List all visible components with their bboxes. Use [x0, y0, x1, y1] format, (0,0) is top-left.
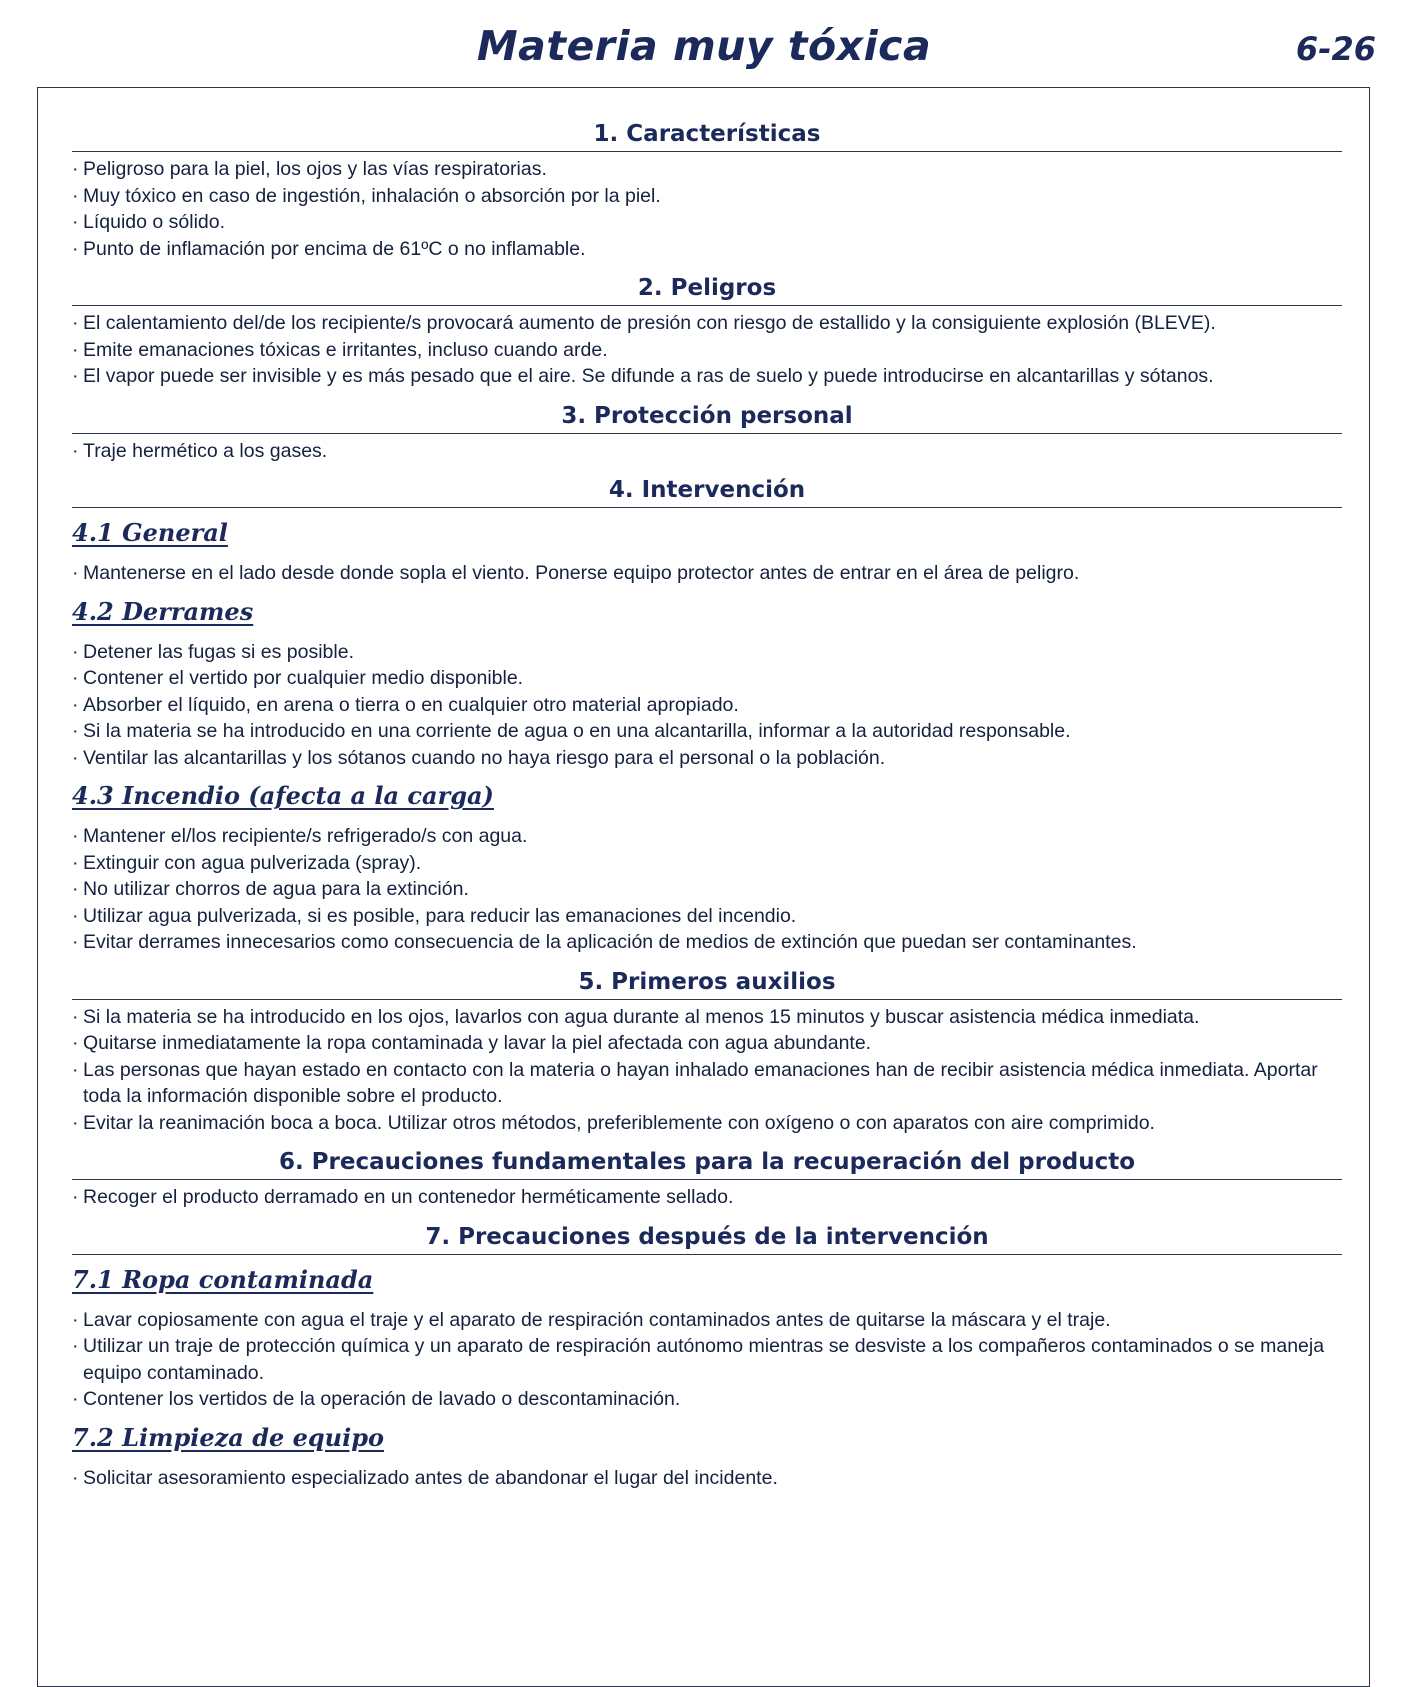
- subsection-title-incendio: 4.3 Incendio (afecta a la carga): [72, 781, 494, 810]
- list-item: · Si la materia se ha introducido en una corriente de agua o en una alcantarilla, informar a la autoridad responsable.: [72, 718, 1342, 745]
- list-primeros-auxilios: [72, 1004, 1342, 1137]
- page-header: [0, 22, 1408, 82]
- list-item: · Detener las fugas si es posible.: [72, 639, 1342, 666]
- subsection-title-ropa-contaminada: 7.1 Ropa contaminada: [72, 1264, 374, 1294]
- section-title-peligros: 2. Peligros: [72, 274, 1342, 306]
- list-derrames: [72, 639, 1342, 772]
- section-title-precauciones-despues: 7. Precauciones después de la intervención: [72, 1223, 1342, 1255]
- section-title-intervencion: 4. Intervención: [72, 476, 1342, 508]
- list-item: · Mantenerse en el lado desde donde sopla el viento. Ponerse equipo protector antes de entrar en el área de peligro.: [72, 560, 1342, 587]
- section-title-precauciones-recuperacion: 6. Precauciones fundamentales para la recuperación del producto: [72, 1148, 1342, 1180]
- section-title-primeros-auxilios: 5. Primeros auxilios: [72, 968, 1342, 1000]
- list-item: · Ventilar las alcantarillas y los sótanos cuando no haya riesgo para el personal o la población.: [72, 745, 1342, 772]
- list-item: · Lavar copiosamente con agua el traje y el aparato de respiración contaminados antes de quitarse la máscara y el traje.: [72, 1307, 1342, 1334]
- list-item: · Muy tóxico en caso de ingestión, inhalación o absorción por la piel.: [72, 183, 1342, 210]
- list-general: [72, 560, 1342, 587]
- list-item: · No utilizar chorros de agua para la extinción.: [72, 876, 1342, 903]
- subsection-title-limpieza-equipo: 7.2 Limpieza de equipo: [72, 1422, 385, 1452]
- list-item: · Extinguir con agua pulverizada (spray).: [72, 850, 1342, 877]
- subsection-title-derrames: 4.2 Derrames: [72, 596, 254, 626]
- list-item: · Utilizar un traje de protección química y un aparato de respiración autónomo mientras se desviste a los compañeros contaminados o se maneja equipo contaminado.: [72, 1333, 1342, 1386]
- page-title: Materia muy tóxica: [476, 22, 932, 70]
- list-item: · Traje hermético a los gases.: [72, 438, 1342, 465]
- list-incendio: [72, 823, 1342, 956]
- list-item: · El calentamiento del/de los recipiente/s provocará aumento de presión con riesgo de estallido y la consiguiente explosión (BLEVE).: [72, 310, 1342, 337]
- list-item: · Quitarse inmediatamente la ropa contaminada y lavar la piel afectada con agua abundante.: [72, 1030, 1342, 1057]
- list-item: · Si la materia se ha introducido en los ojos, lavarlos con agua durante al menos 15 minutos y buscar asistencia médica inmediata.: [72, 1004, 1342, 1031]
- list-item: · Emite emanaciones tóxicas e irritantes, incluso cuando arde.: [72, 337, 1342, 364]
- list-item: · Solicitar asesoramiento especializado antes de abandonar el lugar del incidente.: [72, 1465, 1342, 1492]
- list-item: · Peligroso para la piel, los ojos y las vías respiratorias.: [72, 156, 1342, 183]
- list-item: · Líquido o sólido.: [72, 209, 1342, 236]
- list-precauciones-recuperacion: [72, 1184, 1342, 1211]
- list-ropa-contaminada: [72, 1307, 1342, 1413]
- list-item: · Evitar derrames innecesarios como consecuencia de la aplicación de medios de extinción que puedan ser contaminantes.: [72, 929, 1342, 956]
- list-proteccion-personal: [72, 438, 1342, 465]
- list-item: · Absorber el líquido, en arena o tierra o en cualquier otro material apropiado.: [72, 692, 1342, 719]
- section-title-proteccion-personal: 3. Protección personal: [72, 402, 1342, 434]
- list-caracteristicas: [72, 156, 1342, 262]
- document-body: [72, 120, 1342, 1491]
- list-item: · Las personas que hayan estado en contacto con la materia o hayan inhalado emanaciones han de recibir asistencia médica inmediata. Aportar toda la información disponible sobre el producto.: [72, 1057, 1342, 1110]
- subsection-title-general: 4.1 General: [72, 518, 228, 547]
- list-item: · Contener el vertido por cualquier medio disponible.: [72, 665, 1342, 692]
- list-limpieza-equipo: [72, 1465, 1342, 1492]
- list-item: · Contener los vertidos de la operación de lavado o descontaminación.: [72, 1386, 1342, 1413]
- page-number: 6-26: [1295, 30, 1376, 68]
- list-item: · Utilizar agua pulverizada, si es posible, para reducir las emanaciones del incendio.: [72, 903, 1342, 930]
- list-peligros: [72, 310, 1342, 390]
- list-item: · Punto de inflamación por encima de 61ºC o no inflamable.: [72, 236, 1342, 263]
- section-title-caracteristicas: 1. Características: [72, 120, 1342, 152]
- list-item: · Mantener el/los recipiente/s refrigerado/s con agua.: [72, 823, 1342, 850]
- list-item: · El vapor puede ser invisible y es más pesado que el aire. Se difunde a ras de suelo y puede introducirse en alcantarillas y sótanos.: [72, 363, 1342, 390]
- list-item: · Evitar la reanimación boca a boca. Utilizar otros métodos, preferiblemente con oxígeno o con aparatos con aire comprimido.: [72, 1110, 1342, 1137]
- list-item: · Recoger el producto derramado en un contenedor herméticamente sellado.: [72, 1184, 1342, 1211]
